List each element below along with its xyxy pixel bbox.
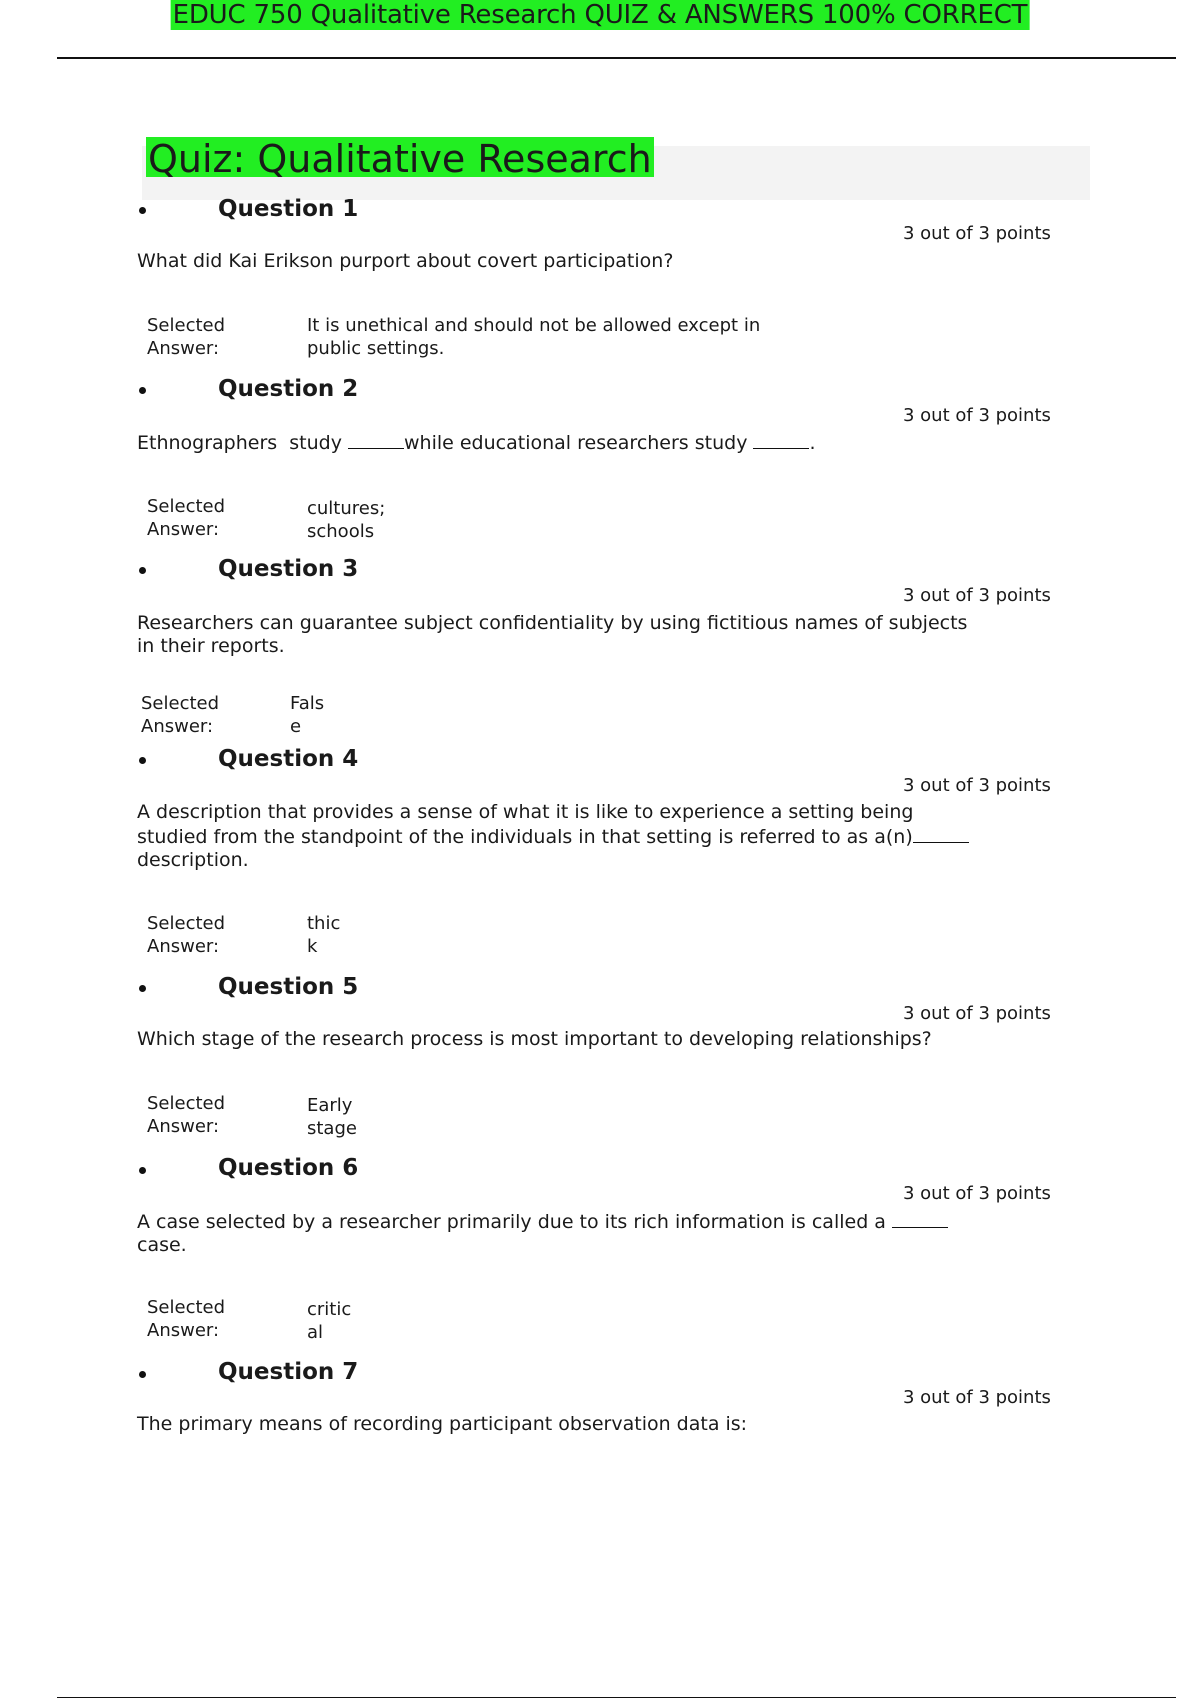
answer-line: Early [307, 1095, 353, 1116]
selected-answer-label [147, 1296, 225, 1342]
text-line [137, 824, 1017, 849]
answer-line: cultures; [307, 498, 386, 519]
answer-line: schools [307, 521, 375, 542]
question-5-heading: Question 5 [218, 974, 359, 1000]
question-bullet [139, 1371, 146, 1378]
selected-label: Selected [147, 1093, 226, 1114]
answer-label: Answer: [141, 716, 214, 737]
answer-line: e [290, 716, 302, 737]
question-2-text [137, 430, 1017, 455]
question-4-heading: Question 4 [218, 746, 359, 772]
question-1-answer [307, 314, 760, 360]
answer-line: Fals [290, 693, 325, 714]
question-5-points: 3 out of 3 points [903, 1003, 1051, 1024]
text-line: A description that provides a sense of what it is like to experience a setting being [137, 801, 914, 823]
quiz-title: Quiz: Qualitative Research [148, 137, 652, 177]
selected-label: Selected [147, 913, 226, 934]
question-3-heading: Question 3 [218, 556, 359, 582]
selected-answer-label [147, 1092, 225, 1138]
question-6-points: 3 out of 3 points [903, 1183, 1051, 1204]
question-7-text: The primary means of recording participant observation data is: [137, 1413, 748, 1435]
question-bullet [139, 387, 146, 394]
text-fragment: A case selected by a researcher primarily due to its rich information is called a [137, 1211, 892, 1233]
question-6-heading: Question 6 [218, 1155, 359, 1181]
text-fragment: studied from the standpoint of the individuals in that setting is referred to as a(n) [137, 826, 913, 848]
text-line [137, 1209, 1017, 1234]
question-bullet [139, 985, 146, 992]
question-2-heading: Question 2 [218, 376, 359, 402]
question-bullet [139, 757, 146, 764]
question-2-answer [307, 497, 385, 543]
text-fragment: while educational researchers study [404, 432, 754, 454]
question-bullet [139, 207, 146, 214]
answer-label: Answer: [147, 519, 220, 540]
answer-label: Answer: [147, 1116, 220, 1137]
text-fragment: . [809, 432, 816, 454]
text-line: description. [137, 849, 249, 871]
answer-line: al [307, 1322, 324, 1343]
answer-line: critic [307, 1299, 352, 1320]
selected-answer-label [147, 495, 225, 541]
answer-blank [348, 430, 404, 449]
answer-blank [913, 824, 969, 843]
selected-label: Selected [147, 496, 226, 517]
answer-label: Answer: [147, 1320, 220, 1341]
question-1-text: What did Kai Erikson purport about covert participation? [137, 250, 674, 272]
answer-label: Answer: [147, 338, 220, 359]
text-fragment: Ethnographers study [137, 432, 348, 454]
question-7-heading: Question 7 [218, 1359, 359, 1385]
selected-label: Selected [147, 315, 226, 336]
question-5-answer [307, 1094, 357, 1140]
question-2-points: 3 out of 3 points [903, 405, 1051, 426]
text-line: case. [137, 1234, 187, 1256]
selected-answer-label [147, 314, 225, 360]
answer-line: k [307, 936, 318, 957]
question-bullet [139, 567, 146, 574]
answer-label: Answer: [147, 936, 220, 957]
question-3-points: 3 out of 3 points [903, 585, 1051, 606]
question-4-text [137, 801, 1017, 872]
text-line: Researchers can guarantee subject confidentiality by using fictitious names of subjects [137, 612, 968, 634]
answer-line: thic [307, 913, 341, 934]
selected-label: Selected [147, 1297, 226, 1318]
question-7-points: 3 out of 3 points [903, 1387, 1051, 1408]
question-6-answer [307, 1298, 351, 1344]
document-header-title: EDUC 750 Qualitative Research QUIZ & ANSWERS 100% CORRECT [172, 0, 1028, 30]
question-1-heading: Question 1 [218, 196, 359, 222]
answer-line: It is unethical and should not be allowed except in [307, 315, 761, 336]
selected-answer-label [141, 692, 219, 738]
question-1-points: 3 out of 3 points [903, 223, 1051, 244]
question-5-text: Which stage of the research process is most important to developing relationships? [137, 1028, 932, 1050]
question-4-answer [307, 912, 340, 958]
answer-blank [892, 1209, 948, 1228]
question-3-answer [290, 692, 324, 738]
answer-line: public settings. [307, 338, 445, 359]
selected-label: Selected [141, 693, 220, 714]
text-line: in their reports. [137, 635, 285, 657]
answer-blank [753, 430, 809, 449]
footer-divider [57, 1697, 1176, 1698]
answer-line: stage [307, 1118, 357, 1139]
question-3-text [137, 612, 1017, 658]
question-4-points: 3 out of 3 points [903, 775, 1051, 796]
question-bullet [139, 1167, 146, 1174]
question-6-text [137, 1209, 1017, 1257]
header-divider [57, 57, 1176, 59]
selected-answer-label [147, 912, 225, 958]
